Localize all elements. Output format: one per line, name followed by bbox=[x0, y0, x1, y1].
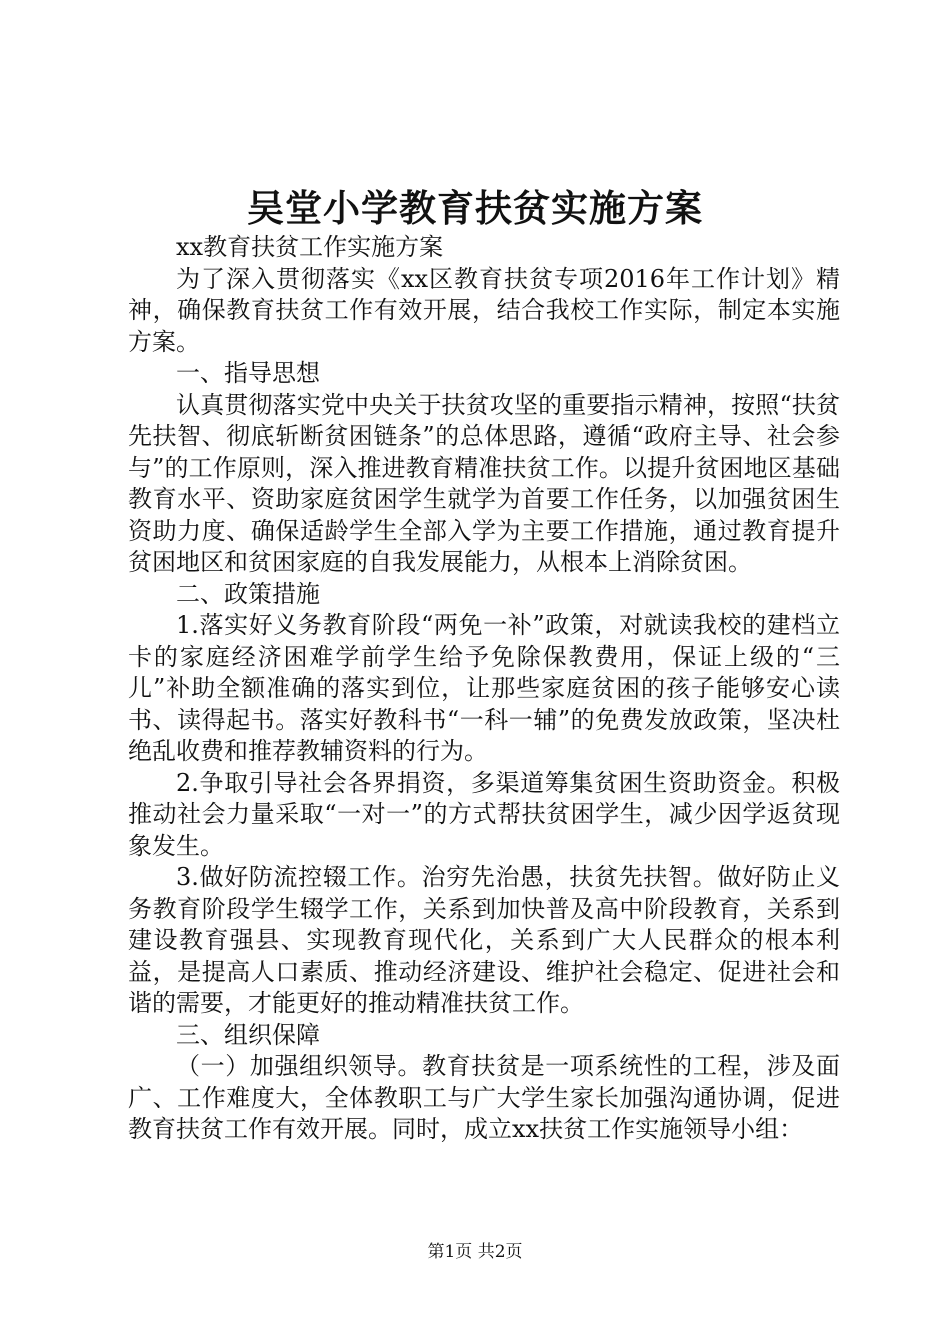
heading-organization: 三、组织保障 bbox=[176, 1020, 320, 1049]
paragraph-organization-1: （一）加强组织领导。教育扶贫是一项系统性的工程，涉及面广、工作难度大，全体教职工与广大学生家长加强沟通协调，促进教育扶贫工作有效开展。同时，成立xx扶贫工作实施领导小组： bbox=[128, 1052, 840, 1143]
paragraph-policy-1: 1.落实好义务教育阶段“两免一补”政策，对就读我校的建档立卡的家庭经济困难学前学生给予免除保教费用，保证上级的“三儿”补助全额准确的落实到位，让那些家庭贫困的孩子能够安心读书、读得起书。落实好教科书“一科一辅”的免费发放政策，坚决杜绝乱收费和推荐教辅资料的行为。 bbox=[128, 611, 840, 765]
paragraph-policy-3: 3.做好防流控辍工作。治穷先治愚，扶贫先扶智。做好防止义务教育阶段学生辍学工作，关系到加快普及高中阶段教育，关系到建设教育强县、实现教育现代化，关系到广大人民群众的根本利益，是提高人口素质、推动经济建设、维护社会稳定、促进社会和谐的需要，才能更好的推动精准扶贫工作。 bbox=[128, 863, 840, 1017]
heading-policy-measures: 二、政策措施 bbox=[176, 579, 320, 608]
paragraph-subtitle: xx教育扶贫工作实施方案 bbox=[176, 233, 444, 261]
paragraph-policy-2: 2.争取引导社会各界捐资，多渠道筹集贫困生资助资金。积极推动社会力量采取“一对一”的方式帮扶贫困学生，减少因学返贫现象发生。 bbox=[128, 768, 840, 860]
paragraph-guiding-thought: 认真贯彻落实党中央关于扶贫攻坚的重要指示精神，按照“扶贫先扶智、彻底斩断贫困链条”的总体思路，遵循“政府主导、社会参与”的工作原则，深入推进教育精准扶贫工作。以提升贫困地区基础教育水平、资助家庭贫困学生就学为首要工作任务，以加强贫困生资助力度、确保适龄学生全部入学为主要工作措施，通过教育提升贫困地区和贫困家庭的自我发展能力，从根本上消除贫困。 bbox=[128, 390, 840, 576]
document-title: 吴堂小学教育扶贫实施方案 bbox=[247, 186, 703, 230]
heading-guiding-thought: 一、指导思想 bbox=[176, 359, 320, 387]
paragraph-intro: 为了深入贯彻落实《xx区教育扶贫专项2016年工作计划》精神，确保教育扶贫工作有效开展，结合我校工作实际，制定本实施方案。 bbox=[128, 264, 840, 356]
document-body bbox=[128, 232, 840, 1146]
page-number-footer: 第1页 共2页 bbox=[427, 1242, 523, 1262]
